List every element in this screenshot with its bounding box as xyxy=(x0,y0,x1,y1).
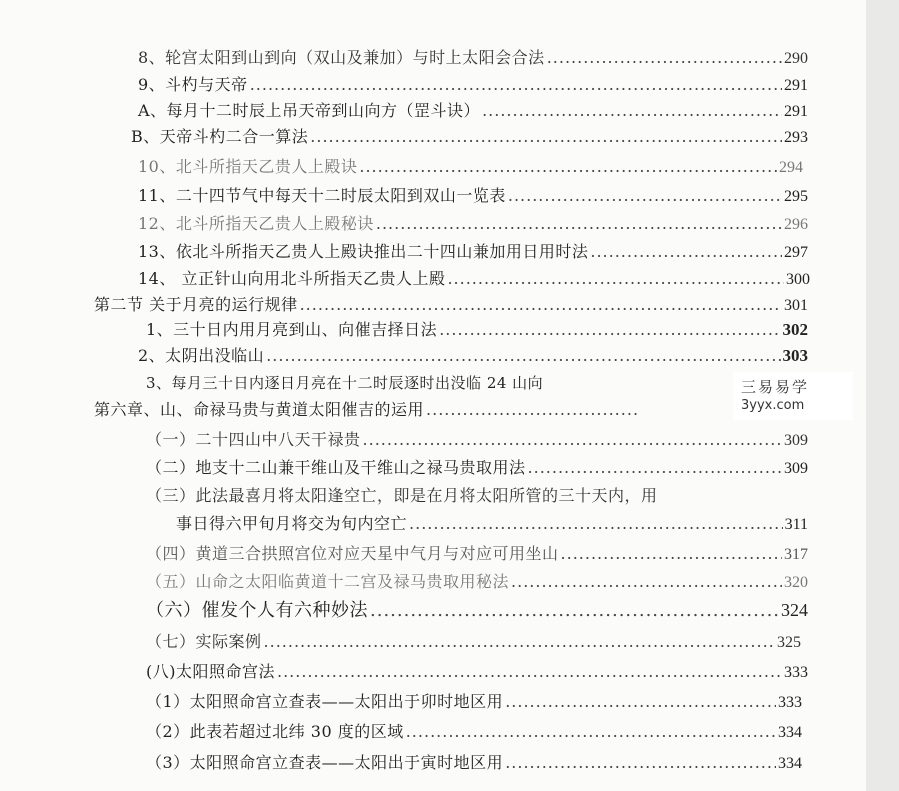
toc-leader-dots xyxy=(310,125,782,149)
toc-entry xyxy=(146,660,808,684)
toc-entry-title: 8、轮宫太阳到山到向（双山及兼加）与时上太阳会合法 xyxy=(138,48,545,67)
toc-entry xyxy=(146,570,808,594)
toc-leader-dots xyxy=(266,344,780,368)
toc-entry xyxy=(146,318,808,342)
toc-entry-page: 300 xyxy=(786,271,810,288)
toc-leader-dots xyxy=(439,318,780,342)
toc-entry-title: 13、依北斗所指天乙贵人上殿诀推出二十四山兼加用日用时法 xyxy=(138,242,589,261)
toc-entry xyxy=(146,751,802,775)
toc-leader-dots xyxy=(511,570,782,594)
toc-leader-dots xyxy=(300,293,782,317)
toc-entry-title: 11、二十四节气中每天十二时辰太阳到双山一览表 xyxy=(138,186,506,205)
toc-entry-page: 309 xyxy=(784,460,808,477)
toc-entry xyxy=(138,240,808,264)
toc-entry-page: 334 xyxy=(778,724,802,741)
toc-entry-page: 325 xyxy=(777,634,801,651)
watermark-site-name: 三易易学 xyxy=(741,378,810,396)
toc-entry-page: 291 xyxy=(784,103,808,120)
toc-entry-page: 320 xyxy=(784,574,808,591)
toc-entry-page: 334 xyxy=(778,755,802,772)
toc-leader-dots xyxy=(505,690,776,714)
toc-entry-title: (八)太阳照命宫法 xyxy=(146,662,275,681)
site-watermark xyxy=(733,372,853,420)
toc-entry-page: 317 xyxy=(784,546,808,563)
toc-entry xyxy=(146,598,808,622)
toc-entry-title: 1、三十日内用月亮到山、向催吉择日法 xyxy=(146,320,438,339)
toc-entry xyxy=(146,428,808,452)
toc-leader-dots xyxy=(482,99,782,123)
toc-entry-title: 10、北斗所指天乙贵人上殿诀 xyxy=(138,157,358,176)
toc-entry-title: （六）催发个人有六种妙法 xyxy=(146,600,368,621)
toc-entry xyxy=(146,542,808,566)
toc-entry xyxy=(138,99,808,123)
toc-entry xyxy=(131,125,808,149)
toc-entry-page: 297 xyxy=(784,244,808,261)
toc-entry-title: （五）山命之太阳临黄道十二宫及禄马贵取用秘法 xyxy=(146,572,510,591)
toc-entry xyxy=(146,371,666,395)
toc-entry-page: 302 xyxy=(782,320,808,339)
toc-entry-page: 293 xyxy=(784,129,808,146)
toc-entry-title: （2）此表若超过北纬 30 度的区域 xyxy=(146,722,404,741)
toc-entry-title: （二）地支十二山兼干维山及干维山之禄马贵取用法 xyxy=(146,458,526,477)
toc-entry xyxy=(146,484,808,508)
toc-leader-dots xyxy=(561,542,782,566)
watermark-url: 3yyx.com xyxy=(741,398,805,413)
page-margin-strip xyxy=(866,0,899,791)
toc-leader-dots xyxy=(250,73,782,97)
toc-entry xyxy=(138,184,808,208)
toc-entry xyxy=(146,456,808,480)
toc-entry xyxy=(146,630,801,654)
toc-leader-dots xyxy=(370,599,779,623)
toc-entry-title: （3）太阳照命宫立查表——太阳出于寅时地区用 xyxy=(146,753,504,772)
toc-entry-title: （三）此法最喜月将太阳逢空亡，即是在月将太阳所管的三十天内，用 xyxy=(146,486,658,505)
toc-entry-page: 290 xyxy=(784,50,808,67)
toc-leader-dots xyxy=(426,398,637,422)
toc-entry-title: （一）二十四山中八天干禄贵 xyxy=(146,430,361,449)
toc-leader-dots xyxy=(277,660,782,684)
toc-entry-page: 311 xyxy=(784,516,808,533)
toc-entry-title: 3、每月三十日内逐日月亮在十二时辰逐时出没临 24 山向 xyxy=(146,374,544,392)
toc-entry-page: 294 xyxy=(779,159,803,176)
toc-entry xyxy=(138,212,808,236)
toc-entry-title: 第六章、山、命禄马贵与黄道太阳催吉的运用 xyxy=(94,400,425,419)
toc-entry-title: 2、太阴出没临山 xyxy=(138,346,265,365)
toc-entry-page: 295 xyxy=(784,188,808,205)
toc-entry-page: 333 xyxy=(778,694,802,711)
toc-entry-page: 303 xyxy=(782,346,808,365)
toc-entry-title: 9、斗杓与天帝 xyxy=(138,75,248,94)
toc-entry-title: 事日得六甲旬月将交为旬内空亡 xyxy=(176,514,408,533)
toc-entry xyxy=(94,398,639,422)
toc-entry xyxy=(138,267,810,291)
toc-entry-page: 296 xyxy=(784,216,808,233)
toc-entry-title: B、天帝斗杓二合一算法 xyxy=(131,127,309,146)
toc-leader-dots xyxy=(363,428,782,452)
toc-leader-dots xyxy=(590,240,782,264)
toc-leader-dots xyxy=(264,630,775,654)
toc-entry-title: A、每月十二时辰上吊天帝到山向方（罡斗诀） xyxy=(138,101,481,120)
toc-entry-title: （1）太阳照命宫立查表——太阳出于卯时地区用 xyxy=(146,692,504,711)
toc-entry-title: （四）黄道三合拱照宫位对应天星中气月与对应可用坐山 xyxy=(146,544,559,563)
toc-entry-page: 333 xyxy=(784,664,808,681)
toc-leader-dots xyxy=(376,212,782,236)
toc-leader-dots xyxy=(447,267,784,291)
toc-leader-dots xyxy=(505,751,776,775)
toc-leader-dots xyxy=(508,184,782,208)
toc-entry-page: 291 xyxy=(784,77,808,94)
toc-entry xyxy=(138,46,808,70)
toc-leader-dots xyxy=(359,155,777,179)
toc-entry xyxy=(176,512,808,536)
toc-entry-title: 12、北斗所指天乙贵人上殿秘诀 xyxy=(138,214,374,233)
toc-leader-dots xyxy=(406,720,776,744)
toc-entry-title: 第二节 关于月亮的运行规律 xyxy=(94,295,298,314)
toc-entry xyxy=(94,293,808,317)
toc-entry-page: 309 xyxy=(784,432,808,449)
toc-entry-page: 324 xyxy=(781,600,808,620)
toc-entry xyxy=(146,690,802,714)
toc-entry xyxy=(138,155,803,179)
toc-leader-dots xyxy=(409,512,783,536)
toc-entry-title: 14、 立正针山向用北斗所指天乙贵人上殿 xyxy=(138,269,446,288)
toc-leader-dots xyxy=(528,456,782,480)
toc-entry-page: 301 xyxy=(784,297,808,314)
toc-leader-dots xyxy=(547,46,782,70)
toc-entry xyxy=(138,73,808,97)
toc-entry xyxy=(146,720,802,744)
toc-entry xyxy=(138,344,808,368)
toc-entry-title: （七）实际案例 xyxy=(146,632,262,651)
